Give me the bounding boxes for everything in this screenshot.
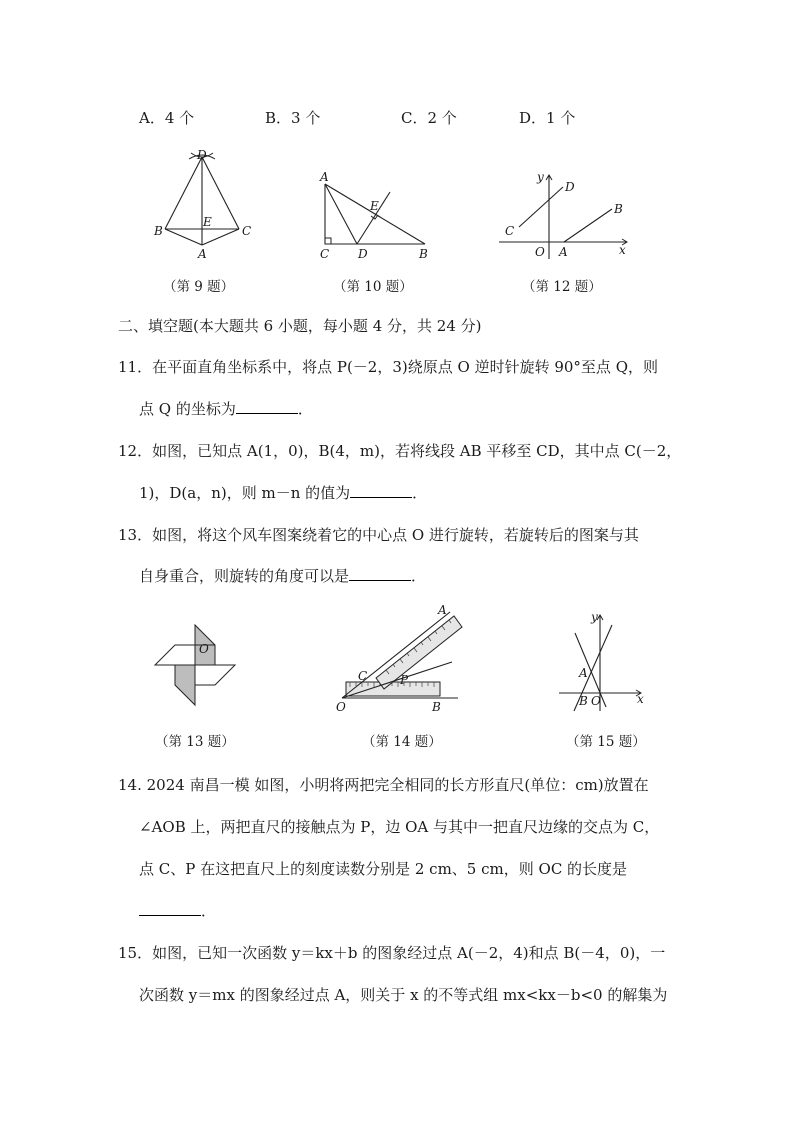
period: ．: [412, 484, 428, 502]
q11-line2: [139, 399, 313, 419]
figure-12: [495, 165, 635, 265]
label-o: O: [591, 694, 601, 708]
blade-left: [155, 645, 195, 665]
caption-fig12: （第 12 题）: [522, 279, 602, 295]
q14-line2: ∠AOB 上，两把直尺的接触点为 P，边 OA 与其中一把直尺边缘的交点为 C，: [139, 818, 660, 836]
option-letter: D．: [519, 109, 547, 127]
option-text: 1 个: [546, 109, 576, 127]
option-letter: A．: [139, 109, 165, 127]
q15-line1: 15．如图，已知一次函数 y＝kx＋b 的图象经过点 A(－2，4)和点 B(－4，0)，一: [118, 944, 666, 962]
option-letter: C．: [401, 109, 428, 127]
option-text: 4 个: [164, 109, 195, 127]
q14-line4: [139, 901, 216, 921]
q11-text: 点 Q 的坐标为: [139, 400, 236, 418]
caption-fig13: （第 13 题）: [155, 734, 235, 750]
q11-line1: 11．在平面直角坐标系中，将点 P(－2，3)绕原点 O 逆时针旋转 90°至点 Q，则: [118, 358, 658, 376]
segment-ca: [202, 229, 239, 245]
period: ．: [411, 567, 427, 585]
figure-13: [145, 615, 245, 715]
q10-option-a: [139, 108, 194, 128]
segment-ba: [165, 229, 202, 245]
label-c: C: [358, 669, 368, 683]
q14-line3: 点 C、P 在这把直尺上的刻度读数分别是 2 cm、5 cm，则 OC 的长度是: [139, 860, 628, 878]
caption-fig10: （第 10 题）: [333, 279, 413, 295]
label-e: E: [203, 215, 212, 229]
answer-blank[interactable]: [236, 399, 298, 414]
label-e: E: [370, 199, 379, 213]
section-heading: 二、填空题(本大题共 6 小题，每小题 4 分，共 24 分): [118, 317, 482, 335]
blade-right: [195, 665, 235, 685]
label-b: B: [419, 247, 428, 261]
segment-db: [165, 157, 202, 229]
option-letter: B．: [265, 109, 292, 127]
label-x: x: [619, 243, 626, 257]
label-a: A: [198, 247, 207, 261]
segment-cd: [519, 187, 563, 227]
label-a: A: [559, 245, 568, 259]
option-text: 2 个: [427, 109, 457, 127]
figure-10: [315, 170, 440, 265]
answer-blank[interactable]: [349, 566, 411, 581]
label-y: y: [591, 610, 598, 624]
label-d: D: [358, 247, 368, 261]
label-a: A: [579, 666, 588, 680]
label-d: D: [565, 180, 575, 194]
label-x: x: [637, 692, 644, 706]
q12-text: 1)，D(a，n)，则 m－n 的值为: [139, 484, 351, 502]
label-o: O: [199, 642, 209, 656]
q10-option-d: [519, 108, 575, 128]
q13-line2: [139, 566, 426, 586]
label-y: y: [537, 170, 544, 184]
q10-option-c: [401, 108, 457, 128]
q14-line1: 14. 2024 南昌一模 如图，小明将两把完全相同的长方形直尺(单位：cm)放置在: [118, 776, 649, 794]
caption-fig9: （第 9 题）: [163, 279, 235, 295]
segment-ab: [325, 184, 425, 244]
q10-option-b: [265, 108, 320, 128]
caption-fig14: （第 14 题）: [362, 734, 442, 750]
q12-line1: 12．如图，已知点 A(1，0)，B(4，m)，若将线段 AB 平移至 CD，其中点 C(－2，: [118, 442, 682, 460]
figure-14: [330, 600, 470, 715]
right-angle-c: [325, 238, 331, 244]
label-a: A: [320, 170, 329, 184]
label-c: C: [242, 224, 252, 238]
label-b: B: [579, 694, 588, 708]
figure-9: [145, 145, 265, 265]
q13-line1: 13．如图，将这个风车图案绕着它的中心点 O 进行旋转，若旋转后的图案与其: [118, 526, 639, 544]
period: ．: [201, 902, 217, 920]
label-b: B: [432, 700, 441, 714]
q12-line2: [139, 483, 427, 503]
label-o: O: [336, 700, 346, 714]
period: ．: [297, 400, 313, 418]
label-b: B: [154, 224, 163, 238]
label-d: D: [197, 148, 207, 162]
label-o: O: [535, 245, 545, 259]
option-text: 3 个: [291, 109, 321, 127]
label-a: A: [438, 603, 447, 617]
answer-blank[interactable]: [139, 901, 201, 916]
q15-line2: 次函数 y＝mx 的图象经过点 A，则关于 x 的不等式组 mx<kx－b<0 的解集为: [139, 986, 668, 1004]
blade-bottom: [175, 665, 195, 705]
caption-fig15: （第 15 题）: [566, 734, 646, 750]
q13-text: 自身重合，则旋转的角度可以是: [139, 567, 350, 585]
label-p: P: [400, 673, 409, 687]
figure-15: [555, 605, 655, 715]
label-c: C: [320, 247, 330, 261]
answer-blank[interactable]: [350, 483, 412, 498]
label-c: C: [505, 224, 515, 238]
ruler-slanted: [376, 616, 462, 689]
label-b: B: [614, 202, 623, 216]
segment-ab: [564, 209, 612, 242]
